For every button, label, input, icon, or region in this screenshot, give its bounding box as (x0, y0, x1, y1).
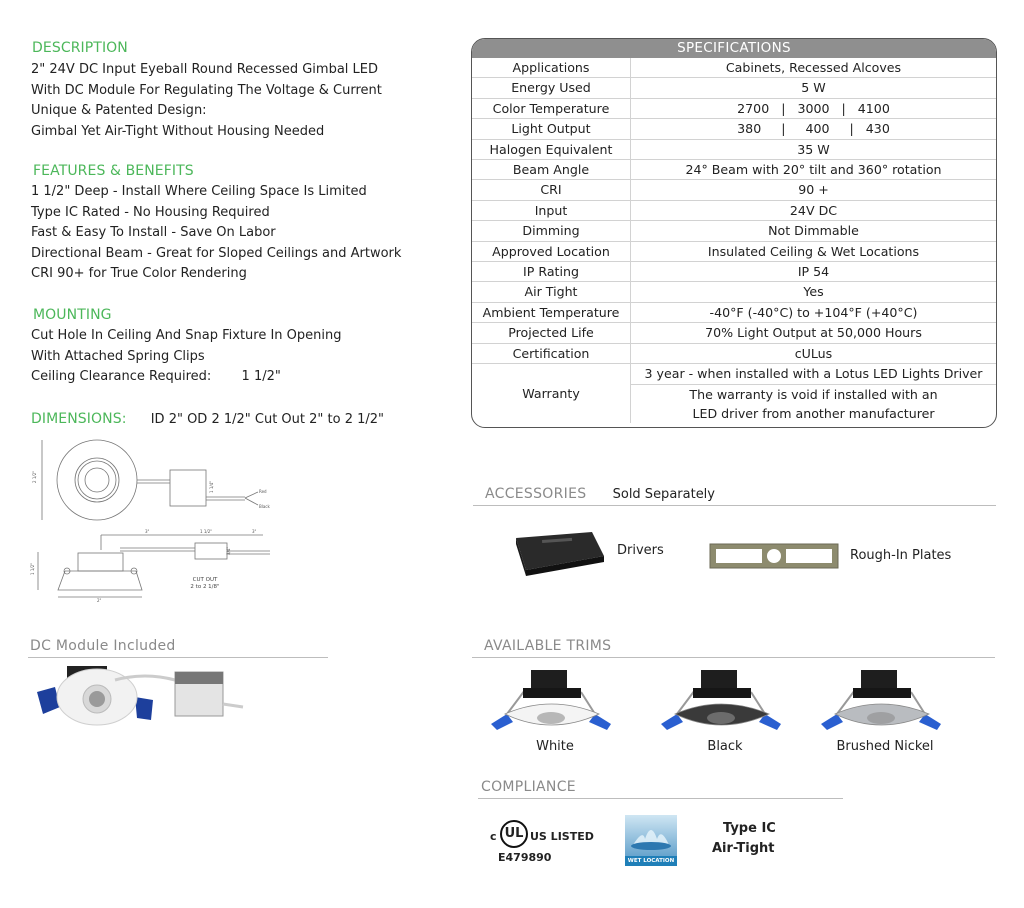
spec-value: Insulated Ceiling & Wet Locations (631, 241, 997, 261)
description-line: With DC Module For Regulating The Voltage & Current (31, 82, 382, 98)
driver-box-icon (512, 530, 607, 578)
mounting-heading: MOUNTING (33, 307, 112, 323)
spec-label: Beam Angle (472, 160, 631, 180)
drawing-label: 3/4" (226, 546, 231, 555)
type-ic-label: Type IC (723, 821, 776, 836)
clearance-value: 1 1/2" (241, 369, 281, 385)
spec-row (472, 58, 996, 78)
spec-label: Dimming (472, 221, 631, 241)
spec-value: 35 W (631, 139, 997, 159)
spec-row (472, 139, 996, 159)
warranty-line: 3 year - when installed with a Lotus LED Lights Driver (631, 364, 997, 384)
spec-row (472, 78, 996, 98)
description-line: Gimbal Yet Air-Tight Without Housing Needed (31, 123, 325, 139)
specifications-table (471, 38, 997, 428)
drawing-label: 3" (145, 529, 150, 534)
trim-image-brushed-nickel (815, 666, 955, 736)
accessories-heading: ACCESSORIES (485, 486, 587, 502)
trim-label: White (536, 739, 574, 754)
rough-in-plate-icon (708, 542, 840, 570)
description-heading: DESCRIPTION (32, 40, 128, 56)
spec-value: 380 | 400 | 430 (631, 119, 997, 139)
spec-value: Yes (631, 282, 997, 302)
accessories-subheading: Sold Separately (612, 487, 715, 502)
spec-label: Projected Life (472, 323, 631, 343)
ul-us-listed: US LISTED (530, 830, 594, 843)
drawing-label: 1 1/4" (209, 480, 214, 493)
spec-row (472, 302, 996, 322)
spec-value: cULus (631, 343, 997, 363)
spec-value: 70% Light Output at 50,000 Hours (631, 323, 997, 343)
spec-label: Approved Location (472, 241, 631, 261)
accessory-label-rough-in-plates: Rough-In Plates (850, 548, 952, 563)
accessories-header (485, 483, 715, 502)
cutout-value: 2 to 2 1/8" (190, 584, 220, 590)
ul-listed-mark (490, 818, 600, 868)
spec-label: Light Output (472, 119, 631, 139)
ul-file-number: E479890 (498, 851, 552, 864)
wet-location-label: WET LOCATION (625, 856, 677, 866)
spec-row (472, 160, 996, 180)
spec-row (472, 282, 996, 302)
fixture-outer-ring (57, 440, 137, 520)
trim-label: Black (707, 739, 743, 754)
spec-row (472, 262, 996, 282)
feature-item: Fast & Easy To Install - Save On Labor (31, 225, 276, 241)
spec-label: Air Tight (472, 282, 631, 302)
drawing-label: 1 1/2" (200, 529, 213, 534)
spec-label: Ambient Temperature (472, 302, 631, 322)
mounting-text (31, 326, 342, 388)
dimensions-row (31, 408, 384, 431)
spec-row (472, 119, 996, 139)
features-heading: FEATURES & BENEFITS (33, 163, 194, 179)
accessory-label-drivers: Drivers (617, 543, 664, 558)
accessories-divider (473, 505, 996, 506)
spec-label: Warranty (472, 364, 631, 424)
spec-value: Cabinets, Recessed Alcoves (725, 60, 902, 75)
spring-clip-icon (37, 687, 60, 714)
spec-row-warranty (472, 364, 996, 384)
mounting-line: Cut Hole In Ceiling And Snap Fixture In Opening (31, 328, 342, 343)
spec-label: Color Temperature (472, 98, 631, 118)
ul-logo-icon: UL (500, 820, 528, 848)
spec-value: 5 W (631, 78, 997, 98)
spec-row (472, 98, 996, 118)
ceiling-clearance (31, 367, 342, 388)
spec-value: IP 54 (631, 262, 997, 282)
spec-value: Not Dimmable (631, 221, 997, 241)
feature-item: 1 1/2" Deep - Install Where Ceiling Space Is Limited (31, 184, 367, 199)
description-line: 2" 24V DC Input Eyeball Round Recessed Gimbal LED (31, 62, 379, 77)
features-list (31, 182, 401, 285)
drawing-label: 2 1/2" (32, 470, 37, 483)
spec-row (472, 241, 996, 261)
spec-label: Applications (472, 58, 631, 78)
ul-c: c (490, 830, 497, 843)
trim-label: Brushed Nickel (836, 739, 934, 754)
trims-heading: AVAILABLE TRIMS (484, 638, 612, 654)
spec-value: -40°F (-40°C) to +104°F (+40°C) (631, 302, 997, 322)
compliance-divider (478, 798, 843, 799)
dimensions-heading: DIMENSIONS: (31, 411, 127, 427)
wet-location-icon (625, 815, 677, 866)
drawing-label: 2" (97, 598, 102, 603)
mounting-line: With Attached Spring Clips (31, 348, 205, 364)
clearance-label: Ceiling Clearance Required: (31, 369, 212, 385)
drawing-label: 1 1/2" (30, 562, 35, 575)
spec-value: 90 + (631, 180, 997, 200)
spec-value: 2700 | 3000 | 4100 (631, 98, 997, 118)
spec-label: CRI (472, 180, 631, 200)
drawing-label: Black (259, 504, 270, 509)
drawing-label: Red (259, 489, 267, 494)
spec-label: Energy Used (472, 78, 631, 98)
dc-module-product-image (35, 662, 250, 734)
specifications-heading: SPECIFICATIONS (472, 39, 996, 58)
description-text (31, 60, 382, 142)
spring-clip-icon (135, 697, 153, 720)
compliance-heading: COMPLIANCE (481, 779, 576, 795)
dc-module-divider (28, 657, 328, 658)
spec-row (472, 180, 996, 200)
dimensions-value: ID 2" OD 2 1/2" Cut Out 2" to 2 1/2" (150, 412, 385, 427)
description-line: Unique & Patented Design: (31, 103, 207, 119)
trim-image-white (485, 666, 625, 736)
air-tight-label: Air-Tight (712, 841, 775, 856)
spec-value: 24V DC (631, 200, 997, 220)
dimension-drawing (30, 435, 305, 610)
spec-row (472, 221, 996, 241)
dc-module-heading: DC Module Included (30, 638, 176, 654)
cutout-title: CUT OUT (192, 577, 218, 583)
spec-value: 24° Beam with 20° tilt and 360° rotation (631, 160, 997, 180)
feature-item: Directional Beam - Great for Sloped Ceilings and Artwork (31, 245, 402, 261)
spec-row (472, 200, 996, 220)
spec-label: Halogen Equivalent (472, 139, 631, 159)
drawing-label: 3" (252, 529, 257, 534)
spec-row (472, 343, 996, 363)
warranty-line: The warranty is void if installed with an (631, 384, 997, 404)
trim-image-black (655, 666, 795, 736)
feature-item: Type IC Rated - No Housing Required (31, 204, 270, 220)
spec-row (472, 323, 996, 343)
spec-label: IP Rating (472, 262, 631, 282)
spec-label: Certification (472, 343, 631, 363)
feature-item: CRI 90+ for True Color Rendering (31, 266, 247, 282)
module-outline (170, 470, 206, 506)
warranty-line: LED driver from another manufacturer (692, 405, 935, 421)
spec-label: Input (472, 200, 631, 220)
trims-divider (472, 657, 995, 658)
fixture-trim-ring (75, 458, 119, 502)
